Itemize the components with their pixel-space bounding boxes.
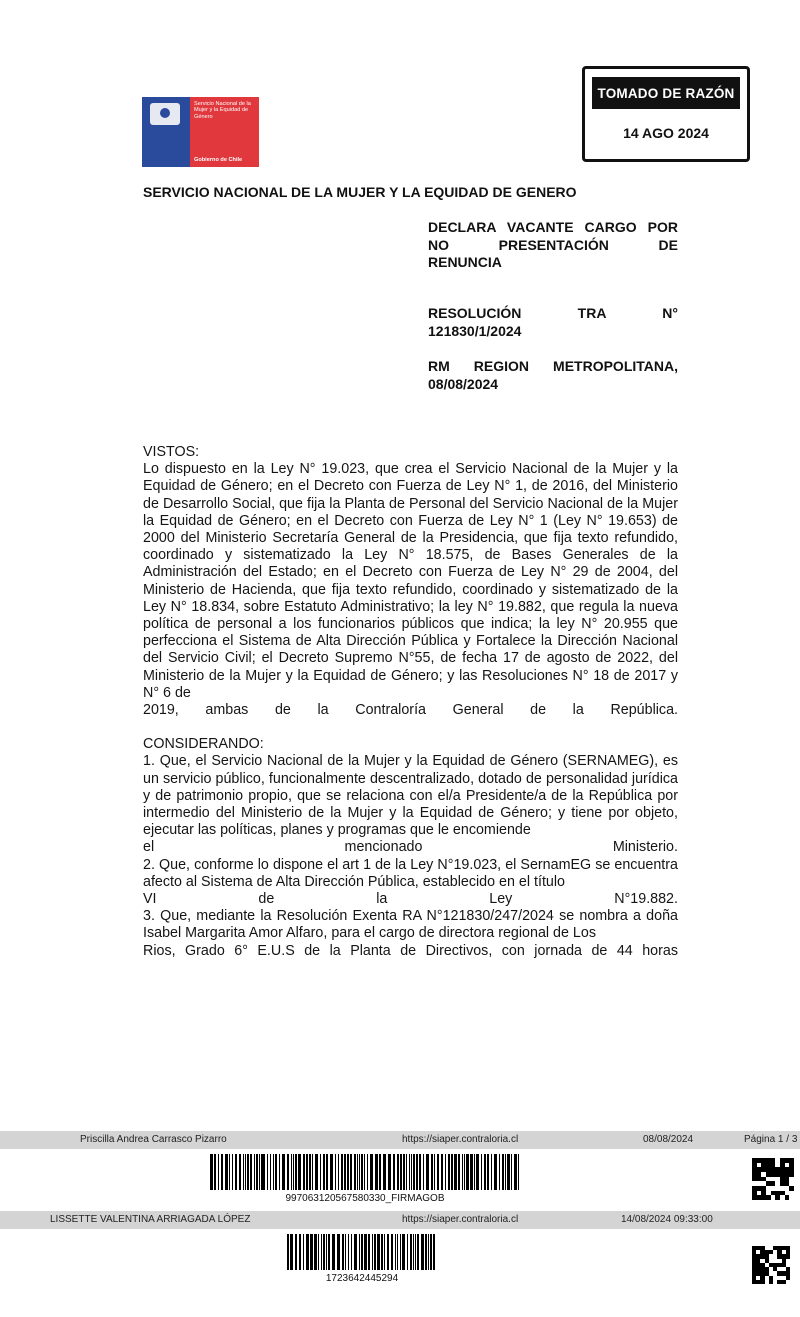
vistos-text: Lo dispuesto en la Ley N° 19.023, que crea el Servicio Nacional de la Mujer y la Equidad de Género; en el Decreto con Fuerza de Ley N° 1, de 2016, del Ministerio de Desarrollo Social, que fija la Planta de Personal del Servicio Nacional de la Mujer la Equidad de Género; en el Decreto con Fuerza de Ley N° 1 (Ley N° 19.653) de 2000 del Ministerio Secretaría General de la Presidencia, que fija texto refundido, coordinado y sistematizado la Ley N° 18.575, de Bases Generales de la Administración del Estado; en el Decreto con Fuerza de Ley N° 29 de 2004, del Ministerio de Hacienda, que fija texto refundido, coordinado y sistematizado de la Ley N° 18.834, sobre Estatuto Administrativo; la ley N° 19.882, que regula la nueva política de personal a los funcionarios públicos que indica; la ley N° 20.955 que perfecciona el Sistema de Alta Dirección Pública y Fortalece la Dirección Nacional del Servicio Civil; el Decreto Supremo N°55, de fecha 17 de agosto de 2022, del Ministerio de la Mujer y la Equidad de Género; y las Resoluciones N° 18 de 2017 y N° 6 de — [143, 461, 678, 701]
sign-datetime-2: 14/08/2024 09:33:00 — [621, 1214, 713, 1225]
declara-title — [428, 219, 678, 272]
verify-link-2[interactable]: https://siaper.contraloria.cl — [402, 1214, 519, 1225]
considerando-3: 3. Que, mediante la Resolución Exenta RA N°121830/247/2024 se nombra a doña Isabel Margarita Amor Alfaro, para el cargo de directora regional de Los — [143, 908, 678, 942]
vistos-heading: VISTOS: — [143, 444, 200, 460]
considerando-2-last: VI de la Ley N°19.882. — [143, 891, 678, 908]
signer-name-2: LISSETTE VALENTINA ARRIAGADA LÓPEZ — [50, 1214, 251, 1225]
resolucion-line-1: RESOLUCIÓN TRA N° — [428, 305, 678, 321]
sernameg-logo — [142, 97, 259, 167]
place-date — [428, 358, 678, 393]
qr-code-2 — [752, 1246, 790, 1284]
declara-line-3: RENUNCIA — [428, 254, 502, 270]
verify-link-1[interactable]: https://siaper.contraloria.cl — [402, 1134, 519, 1145]
signature-bar-2 — [0, 1211, 800, 1229]
barcode-1-number: 997063120567580330_FIRMAGOB — [285, 1193, 445, 1204]
resolucion-line-2: 121830/1/2024 — [428, 322, 522, 339]
tomado-de-razon-stamp — [582, 66, 750, 162]
service-title: SERVICIO NACIONAL DE LA MUJER Y LA EQUIDAD DE GENERO — [143, 184, 577, 200]
considerando-2: 2. Que, conforme lo dispone el art 1 de la Ley N°19.023, el SernamEG se encuentra afecto al Sistema de Alta Dirección Pública, establecido en el título — [143, 856, 678, 890]
declara-line-2: NO PRESENTACIÓN DE — [428, 236, 678, 253]
logo-service-name: Servicio Nacional de la Mujer y la Equidad de Género — [194, 101, 251, 120]
sign-date-1: 08/08/2024 — [643, 1134, 694, 1145]
date-line: 08/08/2024 — [428, 375, 499, 392]
signer-name-1: Priscilla Andrea Carrasco Pizarro — [80, 1134, 227, 1145]
stamp-date: 14 AGO 2024 — [623, 125, 709, 141]
document-body — [143, 444, 678, 960]
declara-line-1: DECLARA VACANTE CARGO POR — [428, 219, 678, 235]
stamp-label: TOMADO DE RAZÓN — [592, 77, 740, 109]
page-number: Página 1 / 3 — [744, 1134, 798, 1145]
chile-flag-emblem — [142, 97, 190, 167]
considerando-1: 1. Que, el Servicio Nacional de la Mujer y la Equidad de Género (SERNAMEG), es un servicio público, funcionalmente descentralizado, dotado de personalidad jurídica y de patrimonio propio, que se relaciona con el/a Presidente/a de la República por intermedio del Ministerio de la Mujer y la Equidad de Género; y tiene por objeto, ejecutar las políticas, planes y programas que le encomiende — [143, 753, 678, 839]
signature-bar-1 — [0, 1131, 800, 1149]
place-line: RM REGION METROPOLITANA, — [428, 358, 678, 374]
considerando-3-last: Rios, Grado 6° E.U.S de la Planta de Directivos, con jornada de 44 horas — [143, 942, 678, 959]
qr-code-1 — [752, 1158, 794, 1200]
vistos-last-line: 2019, ambas de la Contraloría General de la República. — [143, 702, 678, 719]
resolucion-number — [428, 305, 678, 340]
barcode-2-number: 1723642445294 — [325, 1273, 399, 1284]
logo-gobierno: Gobierno de Chile — [194, 156, 243, 163]
barcode-1 — [210, 1154, 520, 1190]
considerando-heading: CONSIDERANDO: — [143, 736, 264, 753]
barcode-2 — [287, 1234, 437, 1270]
considerando-1-last: el mencionado Ministerio. — [143, 839, 678, 856]
